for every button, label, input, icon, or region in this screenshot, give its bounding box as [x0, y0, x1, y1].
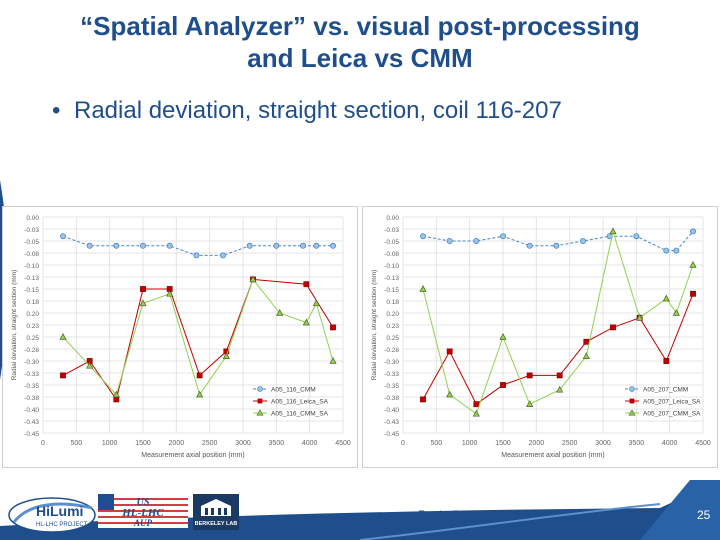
point-A05_207_Leica_SA — [690, 291, 695, 296]
y-tick-label: -0.08 — [384, 251, 399, 258]
y-tick-label: -0.45 — [384, 431, 399, 438]
point-A05_116_Leica_SA — [330, 325, 335, 330]
x-tick-label: 1000 — [461, 440, 478, 447]
x-tick-label: 4000 — [301, 440, 318, 447]
point-A05_207_Leica_SA — [557, 373, 562, 378]
point-A05_207_Leica_SA — [500, 382, 505, 387]
point-A05_116_CMM — [140, 243, 145, 248]
y-tick-label: -0.15 — [24, 287, 39, 294]
point-A05_207_CMM — [420, 234, 425, 239]
x-axis-label: Measurement axial position (mm) — [501, 452, 605, 459]
y-tick-label: 0.23 — [386, 323, 399, 330]
x-tick-label: 0 — [401, 440, 405, 447]
chart-right-panel — [362, 206, 718, 468]
point-A05_116_Leica_SA — [304, 282, 309, 287]
svg-text:HiLumi: HiLumi — [36, 503, 84, 519]
point-A05_116_CMM — [314, 243, 319, 248]
x-tick-label: 1500 — [495, 440, 511, 447]
point-A05_207_CMM — [664, 248, 669, 253]
point-A05_116_Leica_SA — [197, 373, 202, 378]
svg-text:BERKELEY LAB: BERKELEY LAB — [194, 521, 238, 527]
point-A05_116_Leica_SA — [140, 286, 145, 291]
point-A05_207_CMM_SA — [583, 353, 589, 359]
point-A05_116_CMM — [330, 243, 335, 248]
slide-title — [20, 10, 700, 74]
y-tick-label: 0.18 — [386, 299, 399, 306]
point-A05_116_CMM — [114, 243, 119, 248]
y-tick-label: -0.15 — [384, 287, 399, 294]
y-tick-label: -0.40 — [384, 407, 399, 414]
y-tick-label: -0.28 — [384, 347, 399, 354]
point-A05_207_CMM — [634, 234, 639, 239]
y-tick-label: -0.38 — [384, 395, 399, 402]
x-tick-label: 4000 — [661, 440, 678, 447]
berkeley-lab-logo — [193, 494, 239, 535]
y-axis-label: Radial deviation, straight section (mm) — [371, 269, 378, 381]
point-A05_207_Leica_SA — [610, 325, 615, 330]
point-A05_207_CMM — [500, 234, 505, 239]
svg-text:AUP: AUP — [134, 518, 152, 528]
point-A05_207_CMM — [674, 248, 679, 253]
x-tick-label: 4500 — [335, 440, 351, 447]
chart-left-panel — [2, 206, 358, 468]
point-A05_116_CMM — [220, 253, 225, 258]
y-tick-label: -0.45 — [24, 431, 39, 438]
y-tick-label: 0.18 — [26, 299, 39, 306]
point-A05_207_Leica_SA — [474, 402, 479, 407]
y-tick-label: 0.20 — [386, 311, 399, 318]
legend-marker — [630, 387, 635, 392]
legend-marker — [630, 399, 635, 404]
x-axis-label: Measurement axial position (mm) — [141, 452, 245, 459]
legend-marker — [258, 399, 263, 404]
legend-label: A05_207_CMM — [643, 386, 689, 394]
point-A05_207_CMM_SA — [473, 411, 479, 417]
chart-left-svg — [3, 207, 357, 467]
svg-text:HL-LHC: HL-LHC — [122, 507, 164, 519]
y-tick-label: -0.28 — [24, 347, 39, 354]
slide-title-line-1: “Spatial Analyzer” vs. visual post-processing — [80, 11, 640, 41]
y-tick-label: -0.08 — [24, 251, 39, 258]
x-tick-label: 2000 — [168, 440, 185, 447]
y-tick-label: -0.35 — [24, 383, 39, 390]
x-tick-label: 3500 — [268, 440, 285, 447]
x-tick-label: 1000 — [101, 440, 118, 447]
x-tick-label: 3500 — [628, 440, 645, 447]
legend-label: A05_116_Leica_SA — [271, 398, 328, 406]
y-tick-label: -0.43 — [384, 419, 399, 426]
point-A05_116_CMM — [247, 243, 252, 248]
svg-text:US: US — [136, 497, 150, 508]
point-A05_116_CMM — [300, 243, 305, 248]
point-A05_207_CMM — [474, 238, 479, 243]
point-A05_116_CMM — [60, 234, 65, 239]
point-A05_207_CMM — [580, 238, 585, 243]
x-tick-label: 0 — [41, 440, 45, 447]
point-A05_116_CMM — [274, 243, 279, 248]
y-tick-label: 0.00 — [26, 215, 39, 222]
y-tick-label: -0.43 — [24, 419, 39, 426]
y-tick-label: -0.13 — [24, 275, 39, 282]
point-A05_207_Leica_SA — [584, 339, 589, 344]
legend-label: A05_116_CMM — [271, 386, 316, 394]
y-tick-label: -0.10 — [384, 263, 399, 270]
footer-author: Paolo Ferracin — [418, 508, 497, 522]
point-A05_116_Leica_SA — [60, 373, 65, 378]
y-tick-label: -0.05 — [384, 239, 399, 246]
x-tick-label: 1500 — [135, 440, 151, 447]
y-tick-label: -0.38 — [24, 395, 39, 402]
legend-label: A05_207_Leica_SA — [643, 398, 701, 406]
point-A05_207_Leica_SA — [447, 349, 452, 354]
point-A05_207_CMM — [527, 243, 532, 248]
y-tick-label: -0.33 — [24, 371, 39, 378]
x-tick-label: 2500 — [201, 440, 218, 447]
bullet-dot-icon: • — [52, 97, 61, 124]
y-tick-label: 0.00 — [386, 215, 399, 222]
page-number: 25 — [697, 508, 711, 522]
point-A05_116_Leica_SA — [114, 397, 119, 402]
x-tick-label: 4500 — [695, 440, 711, 447]
y-tick-label: -0.03 — [24, 227, 39, 234]
point-A05_207_CMM — [447, 238, 452, 243]
y-tick-label: -0.05 — [24, 239, 39, 246]
x-tick-label: 3000 — [595, 440, 611, 447]
y-tick-label: -0.10 — [24, 263, 39, 270]
chart-right-svg — [363, 207, 717, 467]
y-tick-label: -0.30 — [384, 359, 399, 366]
point-A05_207_CMM — [554, 243, 559, 248]
x-tick-label: 500 — [70, 440, 83, 447]
hilumi-logo — [8, 496, 96, 539]
y-tick-label: 0.25 — [26, 335, 39, 342]
point-A05_116_CMM — [194, 253, 199, 258]
point-A05_116_CMM — [87, 243, 92, 248]
point-A05_207_Leica_SA — [527, 373, 532, 378]
point-A05_207_Leica_SA — [664, 358, 669, 363]
point-A05_116_CMM — [167, 243, 172, 248]
y-tick-label: -0.40 — [24, 407, 39, 414]
point-A05_207_CMM_SA — [447, 391, 453, 397]
point-A05_207_Leica_SA — [420, 397, 425, 402]
slide-title-line-2: and Leica vs CMM — [247, 43, 473, 73]
y-tick-label: 0.20 — [26, 311, 39, 318]
legend-label: A05_207_CMM_SA — [643, 410, 701, 418]
y-tick-label: -0.13 — [384, 275, 399, 282]
x-tick-label: 3000 — [235, 440, 251, 447]
legend-label: A05_116_CMM_SA — [271, 410, 328, 418]
y-axis-label: Radial deviation, straight section (mm) — [11, 269, 18, 381]
point-A05_207_CMM_SA — [527, 401, 533, 407]
x-tick-label: 2000 — [528, 440, 545, 447]
legend-marker — [258, 387, 263, 392]
y-tick-label: -0.33 — [384, 371, 399, 378]
us-hl-lhc-aup-logo — [98, 494, 188, 533]
y-tick-label: 0.25 — [386, 335, 399, 342]
x-tick-label: 2500 — [561, 440, 578, 447]
point-A05_207_CMM — [690, 229, 695, 234]
y-tick-label: 0.23 — [26, 323, 39, 330]
svg-text:HL-LHC PROJECT: HL-LHC PROJECT — [36, 522, 88, 528]
bullet-text: Radial deviation, straight section, coil 116-207 — [74, 97, 562, 124]
x-tick-label: 500 — [430, 440, 443, 447]
y-tick-label: -0.30 — [24, 359, 39, 366]
y-tick-label: -0.03 — [384, 227, 399, 234]
bullet-item — [52, 97, 562, 125]
point-A05_207_CMM_SA — [663, 295, 669, 301]
y-tick-label: -0.35 — [384, 383, 399, 390]
